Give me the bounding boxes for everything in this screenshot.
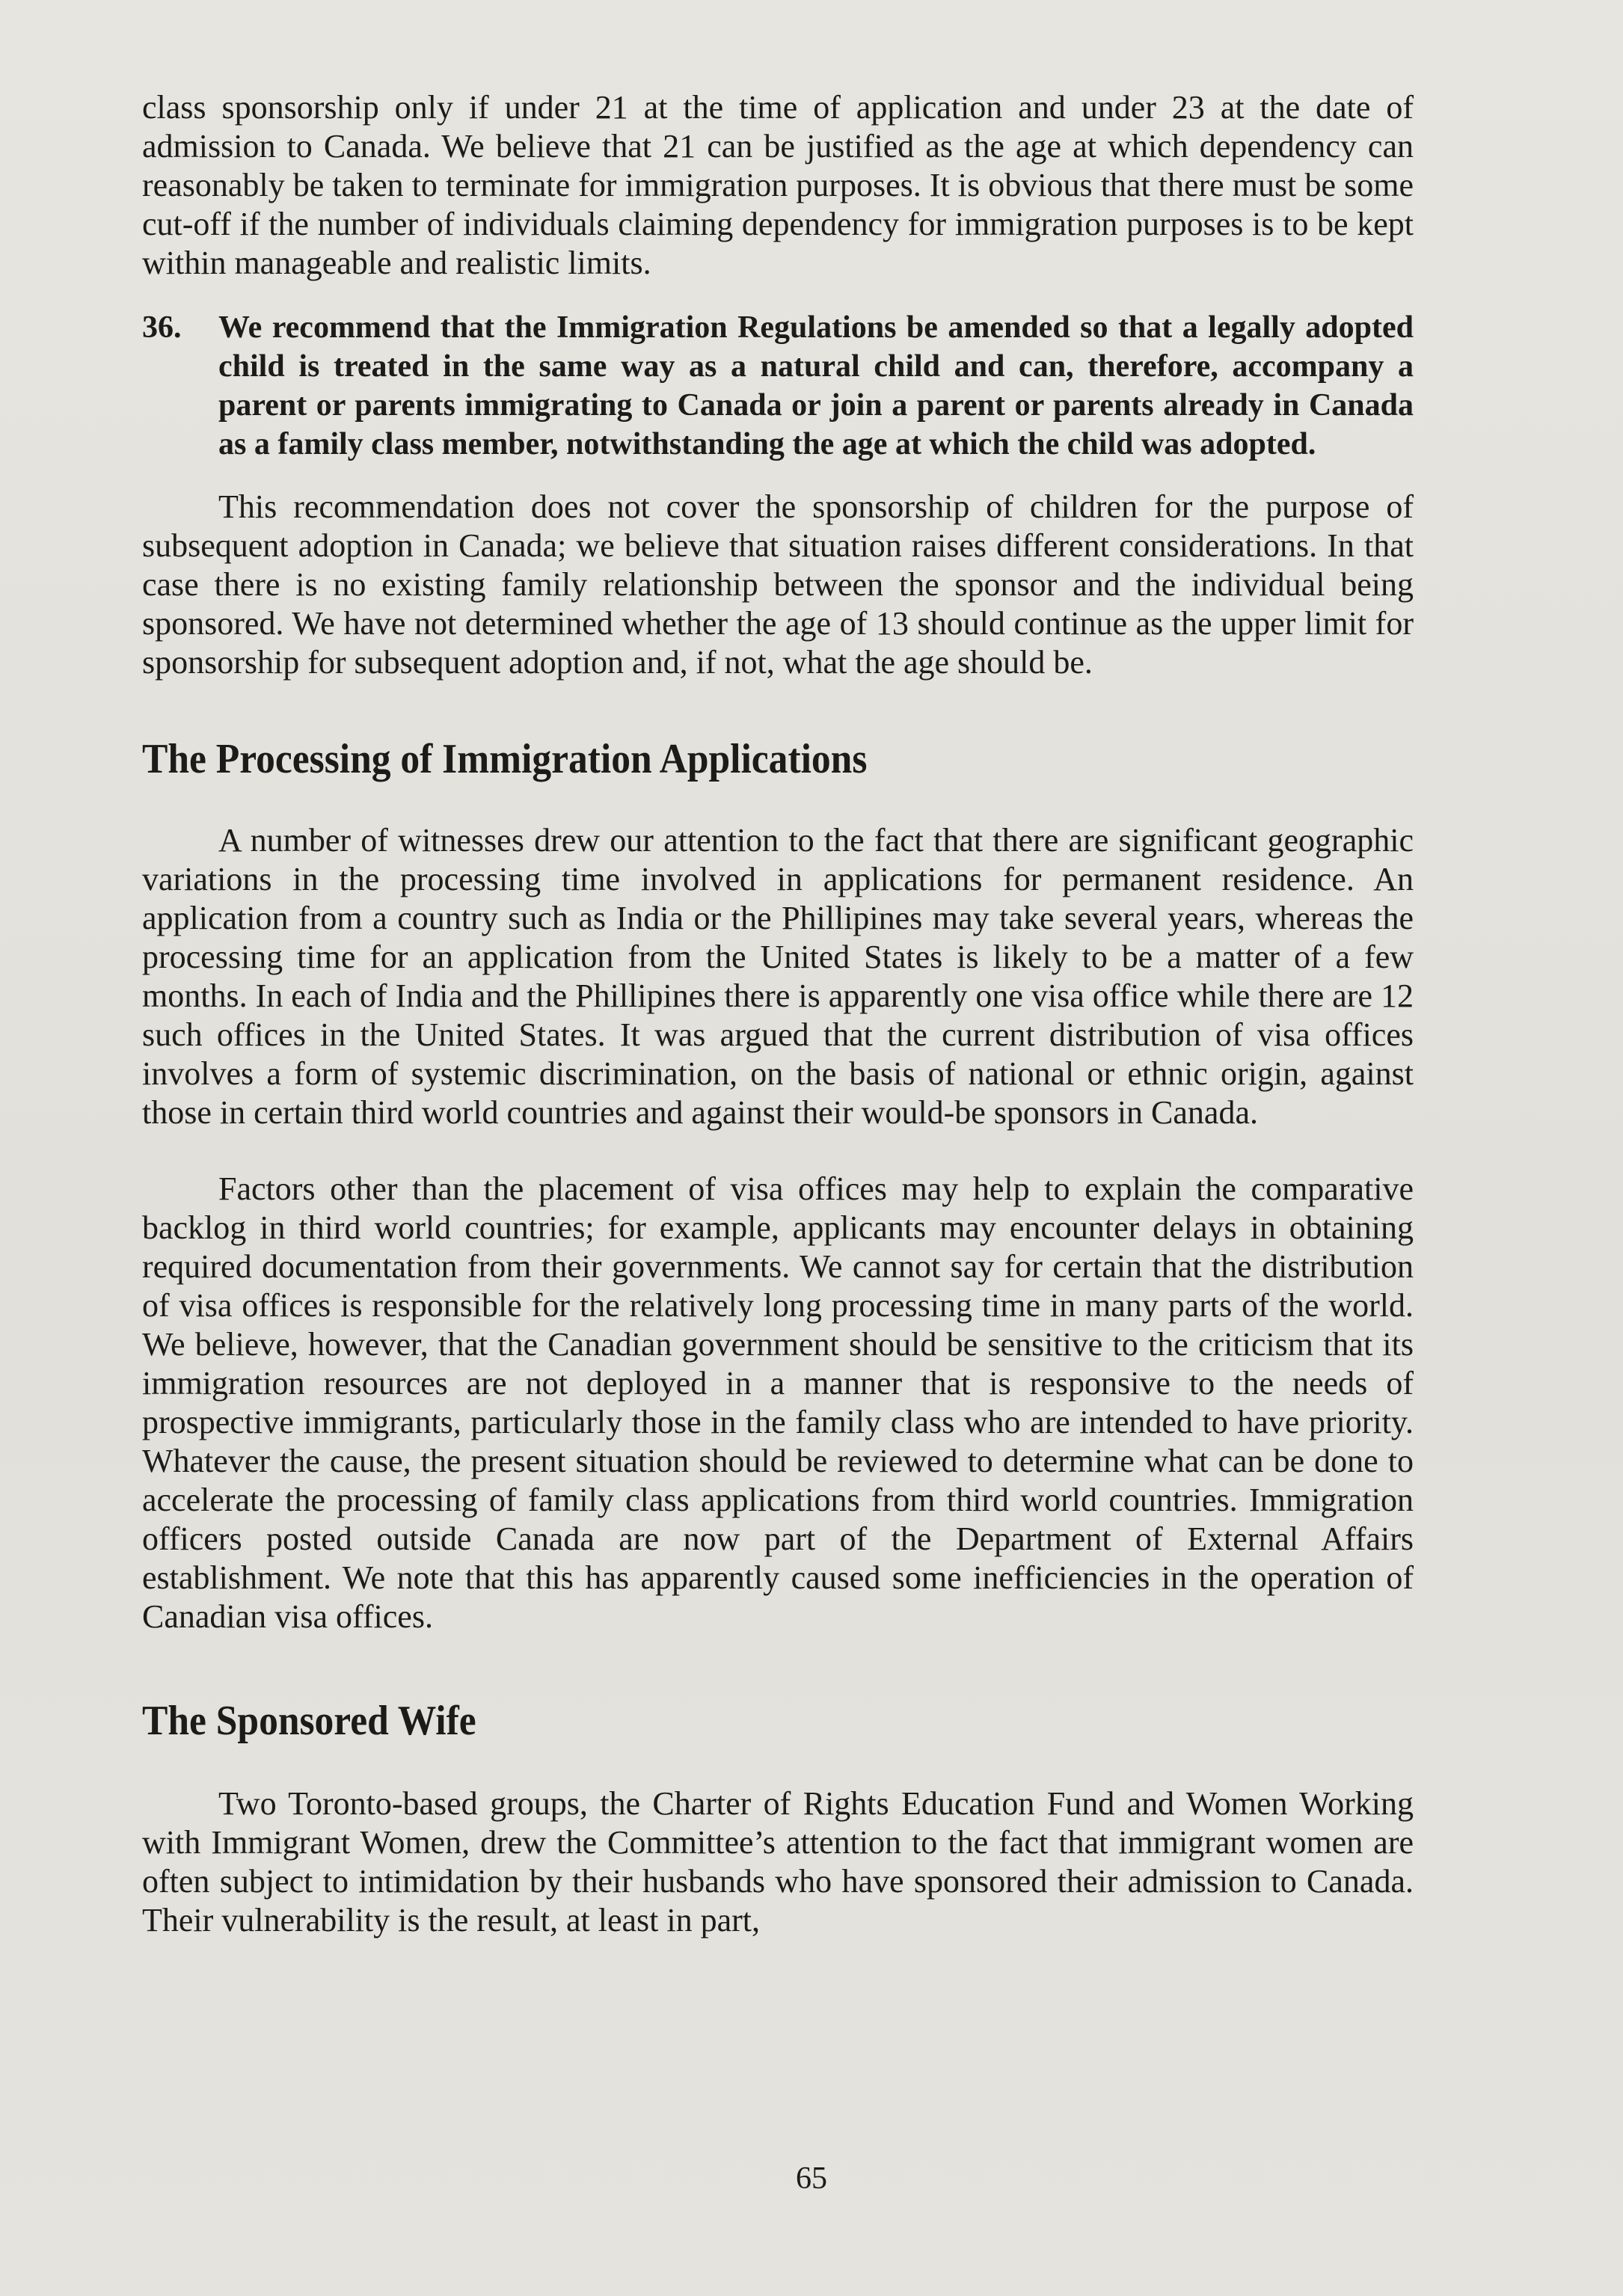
recommendation-36 (142, 308, 1414, 464)
sponsored-wife-paragraph-1: Two Toronto-based groups, the Charter of Rights Education Fund and Women Working with Immigrant Women, drew the Committee’s attention to the fact that immigrant women are often subject to intimidation by their husbands who have sponsored their admission to Canada. Their vulnerability is the result, at least in part, (142, 1785, 1414, 1939)
recommendation-text: We recommend that the Immigration Regulations be amended so that a legally adopted child is treated in the same way as a natural child and can, therefore, accompany a parent or parents immigrating to Canada or join a parent or parents already in Canada as a family class member, notwithstanding the age at which the child was adopted. (218, 310, 1414, 461)
recommendation-note-paragraph: This recommendation does not cover the sponsorship of children for the purpose of subsequent adoption in Canada; we believe that situation raises different considerations. In that case there is no existing family relationship between the sponsor and the individual being sponsored. We have not determined whether the age of 13 should continue as the upper limit for sponsorship for subsequent adoption and, if not, what the age should be. (142, 488, 1414, 681)
processing-paragraph-1: A number of witnesses drew our attention to the fact that there are significant geographic variations in the processing time involved in applications for permanent residence. An application from a country such as India or the Phillipines may take several years, whereas the processing time for an application from the United States is likely to be a matter of a few months. In each of India and the Phillipines there is apparently one visa office while there are 12 such offices in the United States. It was argued that the current distribution of visa offices involves a form of systemic discrimination, on the basis of national or ethnic origin, against those in certain third world countries and against their would-be sponsors in Canada. (142, 822, 1414, 1131)
page-body (142, 88, 1414, 1940)
processing-paragraph-2: Factors other than the placement of visa offices may help to explain the comparative backlog in third world countries; for example, applicants may encounter delays in obtaining required documentation from their governments. We cannot say for certain that the distribution of visa offices is responsible for the relatively long processing time in many parts of the world. We believe, however, that the Canadian government should be sensitive to the criticism that its immigration resources are not deployed in a manner that is responsive to the needs of prospective immigrants, particularly those in the family class who are intended to have priority. Whatever the cause, the present situation should be reviewed to determine what can be done to accelerate the processing of family class applications from third world countries. Immigration officers posted outside Canada are now part of the Department of External Affairs establishment. We note that this has apparently caused some inefficiencies in the operation of Canadian visa offices. (142, 1170, 1414, 1635)
recommendation-number: 36. (142, 310, 182, 345)
section-heading-sponsored-wife: The Sponsored Wife (142, 1698, 476, 1744)
page-number: 65 (796, 2161, 827, 2196)
continuation-paragraph: class sponsorship only if under 21 at the time of application and under 23 at the date of admission to Canada. We believe that 21 can be justified as the age at which dependency can reasonably be taken to terminate for immigration purposes. It is obvious that there must be some cut-off if the number of individuals claiming dependency for immigration purposes is to be kept within manageable and realistic limits. (142, 89, 1414, 281)
section-heading-processing: The Processing of Immigration Applications (142, 736, 868, 782)
